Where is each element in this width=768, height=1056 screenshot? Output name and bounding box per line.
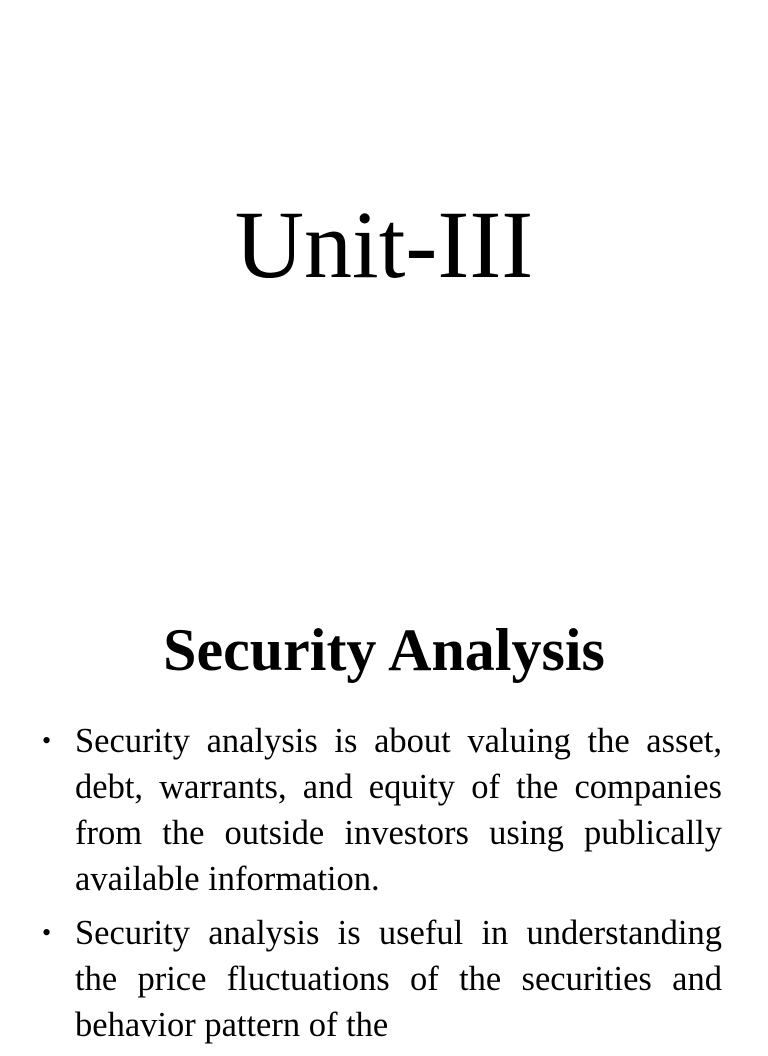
bullet-text: Security analysis is about valuing the asset, debt, warrants, and equity of the companies from the outside investors using publically available information. [75,722,722,898]
bullet-text: Security analysis is useful in understanding the price fluctuations of the securities and behavior pattern of the [75,914,722,1044]
bullet-item [40,910,722,1048]
bullet-marker: • [42,918,52,947]
bullet-marker: • [42,726,52,755]
section-heading: Security Analysis [163,617,605,683]
bullet-list [40,718,722,1056]
slide-title: Unit-III [234,191,534,298]
bullet-item [40,718,722,902]
